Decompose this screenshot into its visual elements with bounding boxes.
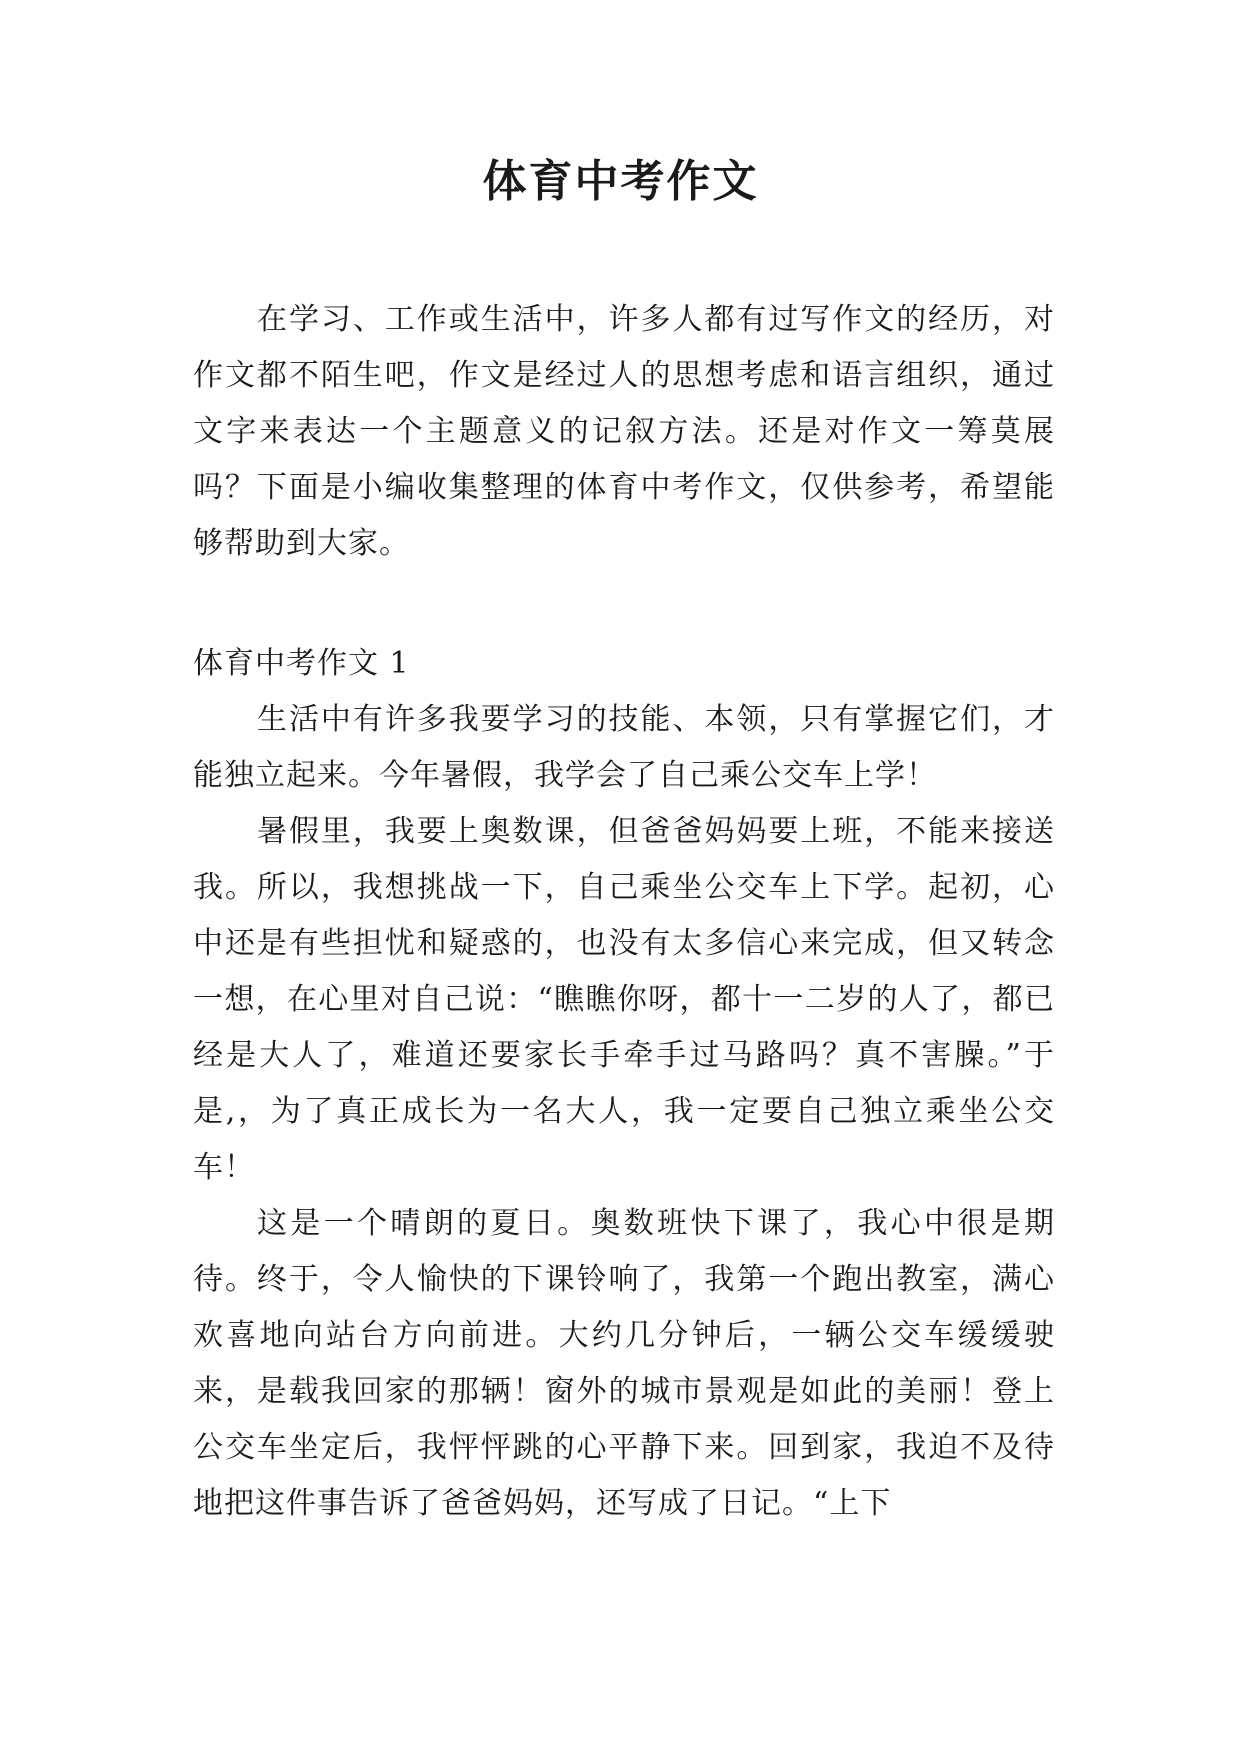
essay-section bbox=[193, 636, 1055, 1532]
body-paragraph-1: 生活中有许多我要学习的技能、本领，只有掌握它们，才能独立起来。今年暑假，我学会了自己乘公交车上学！ bbox=[193, 702, 1055, 793]
document-title: 体育中考作文 bbox=[482, 156, 759, 207]
body-paragraph-3: 这是一个晴朗的夏日。奥数班快下课了，我心中很是期待。终于，令人愉快的下课铃响了，我第一个跑出教室，满心欢喜地向站台方向前进。大约几分钟后，一辆公交车缓缓驶来，是载我回家的那辆！窗外的城市景观是如此的美丽！登上公交车坐定后，我怦怦跳的心平静下来。回到家，我迫不及待地把这件事告诉了爸爸妈妈，还写成了日记。“上下 bbox=[193, 1206, 1055, 1521]
body-paragraph-2: 暑假里，我要上奥数课，但爸爸妈妈要上班，不能来接送我。所以，我想挑战一下，自己乘坐公交车上下学。起初，心中还是有些担忧和疑惑的，也没有太多信心来完成，但又转念一想，在心里对自己说：“瞧瞧你呀，都十一二岁的人了，都已经是大人了，难道还要家长手牵手过马路吗？真不害臊。”于是,，为了真正成长为一名大人，我一定要自己独立乘坐公交车！ bbox=[193, 814, 1055, 1185]
section-heading: 体育中考作文 1 bbox=[193, 646, 410, 681]
intro-paragraph: 在学习、工作或生活中，许多人都有过写作文的经历，对作文都不陌生吧，作文是经过人的思想考虑和语言组织，通过文字来表达一个主题意义的记叙方法。还是对作文一筹莫展吗？下面是小编收集整理的体育中考作文，仅供参考，希望能够帮助到大家。 bbox=[193, 302, 1055, 561]
